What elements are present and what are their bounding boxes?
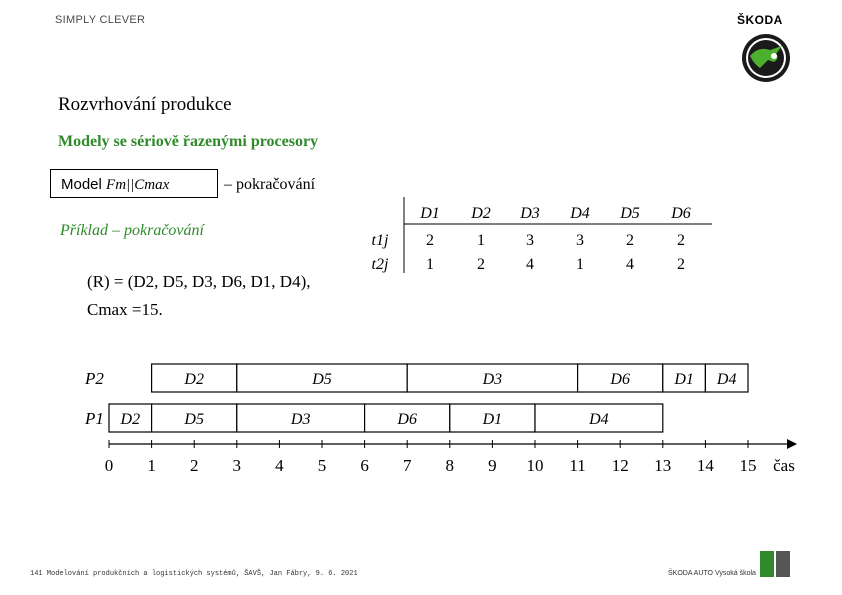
axis-tick-label: 1 [147, 456, 156, 475]
axis-tick-label: 5 [317, 456, 327, 475]
job-label: D1 [482, 411, 503, 428]
continuation-label: – pokračování [224, 176, 316, 193]
table-col-header: D3 [520, 205, 540, 222]
table-cell: 2 [677, 232, 685, 249]
gantt-chart [84, 364, 797, 475]
table-cell: 2 [677, 256, 685, 273]
table-cell: 4 [626, 256, 634, 273]
axis-tick-label: 14 [696, 456, 714, 475]
job-label: D1 [674, 371, 694, 388]
footer-school: ŠKODA AUTO Vysoká škola [668, 570, 756, 577]
job-label: D3 [482, 371, 503, 388]
table-cell: 3 [526, 232, 534, 249]
axis-arrow-icon [787, 439, 797, 449]
brand-name: ŠKODA [737, 13, 783, 27]
model-prefix: Model [61, 176, 102, 193]
axis-tick-label: 2 [189, 456, 199, 475]
table-row-label: t1j [371, 232, 389, 249]
processing-time-table [372, 197, 712, 273]
axis-unit-label: čas [773, 456, 795, 475]
cmax-label: Cmax =15. [87, 300, 163, 319]
job-label: D3 [290, 411, 311, 428]
table-cell: 2 [477, 256, 485, 273]
job-label: D6 [610, 371, 630, 388]
job-label: D4 [589, 411, 609, 428]
table-col-header: D5 [620, 205, 640, 222]
processor-label: P1 [85, 409, 104, 428]
job-label: D2 [120, 411, 141, 428]
table-col-header: D1 [420, 205, 440, 222]
job-label: D2 [184, 371, 204, 388]
table-cell: 1 [576, 256, 584, 273]
school-logo-icon [758, 549, 794, 579]
job-label: D5 [184, 411, 204, 428]
axis-tick-label: 15 [739, 456, 757, 475]
slide-title: Rozvrhování produkce [58, 94, 232, 115]
axis-tick-label: 10 [526, 456, 544, 475]
table-col-header: D6 [671, 205, 691, 222]
table-col-header: D4 [570, 205, 590, 222]
slide-subtitle: Modely se sériově řazenými procesory [58, 133, 319, 150]
axis-tick-label: 9 [488, 456, 497, 475]
job-label: D4 [716, 371, 737, 388]
axis-tick-label: 12 [611, 456, 629, 475]
footer-citation: 141 Modelování produkčních a logistických systémů, ŠAVŠ, Jan Fábry, 9. 6. 2021 [30, 570, 358, 578]
brand-slogan: SIMPLY CLEVER [55, 14, 146, 26]
axis-tick-label: 7 [402, 456, 412, 475]
job-label: D6 [397, 411, 417, 428]
axis-tick-label: 4 [275, 456, 284, 475]
axis-tick-label: 11 [569, 456, 586, 475]
axis-tick-label: 6 [360, 456, 369, 475]
table-cell: 2 [426, 232, 434, 249]
example-label: Příklad – pokračování [60, 222, 204, 239]
axis-tick-label: 0 [104, 456, 114, 475]
axis-tick-label: 8 [445, 456, 455, 475]
table-cell: 1 [477, 232, 485, 249]
processor-label: P2 [85, 369, 104, 388]
job-label: D5 [312, 371, 332, 388]
table-col-header: D2 [471, 205, 491, 222]
table-row-label: t2j [371, 256, 389, 273]
table-cell: 2 [626, 232, 634, 249]
table-cell: 3 [576, 232, 584, 249]
table-cell: 1 [426, 256, 434, 273]
axis-tick-label: 13 [654, 456, 672, 475]
table-cell: 4 [526, 256, 534, 273]
axis-tick-label: 3 [232, 456, 242, 475]
sequence-label: (R) = (D2, D5, D3, D6, D1, D4), [87, 272, 311, 291]
model-formula: Fm||Cmax [106, 177, 170, 193]
